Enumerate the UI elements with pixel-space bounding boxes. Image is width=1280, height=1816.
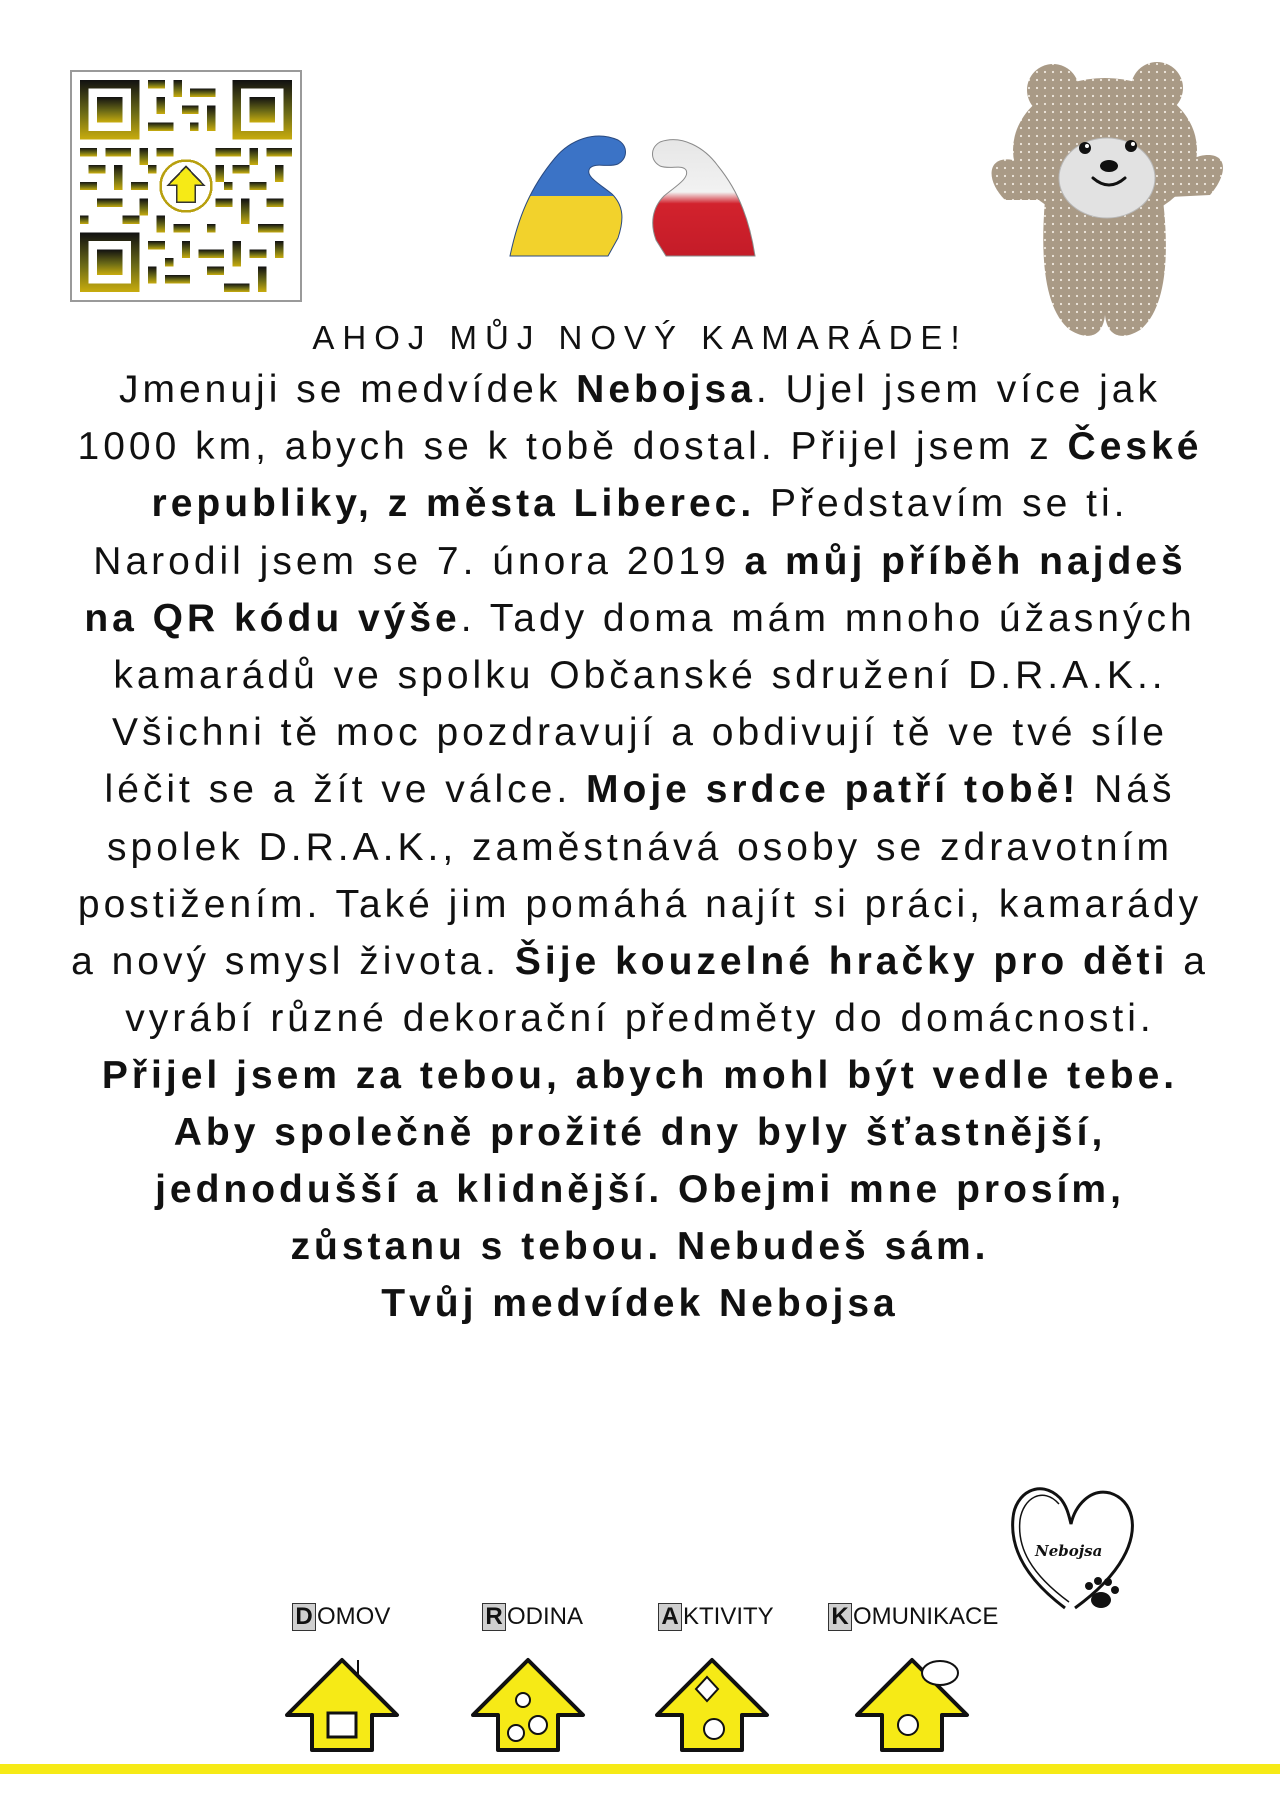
bold-run: Šije kouzelné hračky pro děti (514, 940, 1169, 984)
text-run: . Tady doma mám mnoho úžasných kamarádů ve spolku Občanské sdružení D.R.A.K.. Všichni tě moc pozdravují a obdivují tě ve tvé síle léčit se a žít ve válce. (104, 596, 1196, 812)
house-home-icon (282, 1655, 402, 1755)
bold-run: České republiky, z města Liberec. (151, 425, 1203, 526)
paw-icon (1085, 1577, 1119, 1608)
letter-paragraph-intro (70, 361, 1210, 533)
text-run: a vyrábí různé dekorační předměty do domácnosti. (125, 940, 1209, 1041)
letter (70, 318, 1210, 1332)
bold-run: a můj příběh najdeš na QR kódu výše (84, 539, 1187, 640)
acronym-aktivity (658, 1600, 774, 1634)
letter-paragraph-story (70, 533, 1210, 1048)
letter-paragraph-closing: Přijel jsem za tebou, abych mohl být vedle tebe. Aby společně prožité dny byly šťastnější, jednodušší a klidnější. Obejmi mne prosím, zůstanu s tebou. Nebudeš sám. (101, 1054, 1179, 1269)
house-activities-icon (652, 1655, 772, 1755)
acronym-rest: OMUNIKACE (853, 1603, 999, 1630)
qr-code-graphic (80, 80, 292, 292)
greeting: AHOJ MŮJ NOVÝ KAMARÁDE! (312, 319, 968, 356)
bold-run: Moje srdce patří tobě! (586, 768, 1080, 812)
acronym-initial: D (292, 1603, 316, 1631)
acronym-initial: R (482, 1603, 506, 1631)
text-run: Narodil jsem se 7. února 2019 (93, 539, 745, 583)
signature: Tvůj medvídek Nebojsa (381, 1282, 899, 1326)
text-run: Představím se ti. (755, 482, 1129, 526)
nebojsa-heart-logo (1005, 1468, 1145, 1618)
acronym-rest: ODINA (507, 1603, 584, 1630)
text-run: Náš spolek D.R.A.K., zaměstnává osoby se zdravotním postižením. Také jim pomáhá najít si práci, kamarády a nový smysl života. (71, 768, 1203, 984)
heart-hands-image (500, 128, 770, 258)
acronym-rest: OMOV (317, 1603, 391, 1630)
acronym-initial: A (658, 1603, 682, 1631)
text-run: Jmenuji se medvídek (119, 368, 577, 411)
house-communication-icon (852, 1655, 972, 1755)
acronym-rodina (482, 1600, 583, 1634)
acronym-domov (292, 1600, 390, 1634)
text-run: . Ujel jsem více jak 1000 km, abych se k tobě dostal. Přijel jsem z (77, 368, 1161, 469)
teddy-bear-image (985, 60, 1230, 345)
heart-logo-name: Nebojsa (1035, 1542, 1103, 1560)
acronym-komunikace (828, 1600, 998, 1634)
footer-yellow-bar (0, 1764, 1280, 1774)
acronym-rest: KTIVITY (683, 1603, 774, 1630)
bold-run: Nebojsa (576, 368, 756, 411)
acronym-initial: K (828, 1603, 852, 1631)
qr-code[interactable] (70, 70, 302, 302)
house-family-icon (468, 1655, 588, 1755)
